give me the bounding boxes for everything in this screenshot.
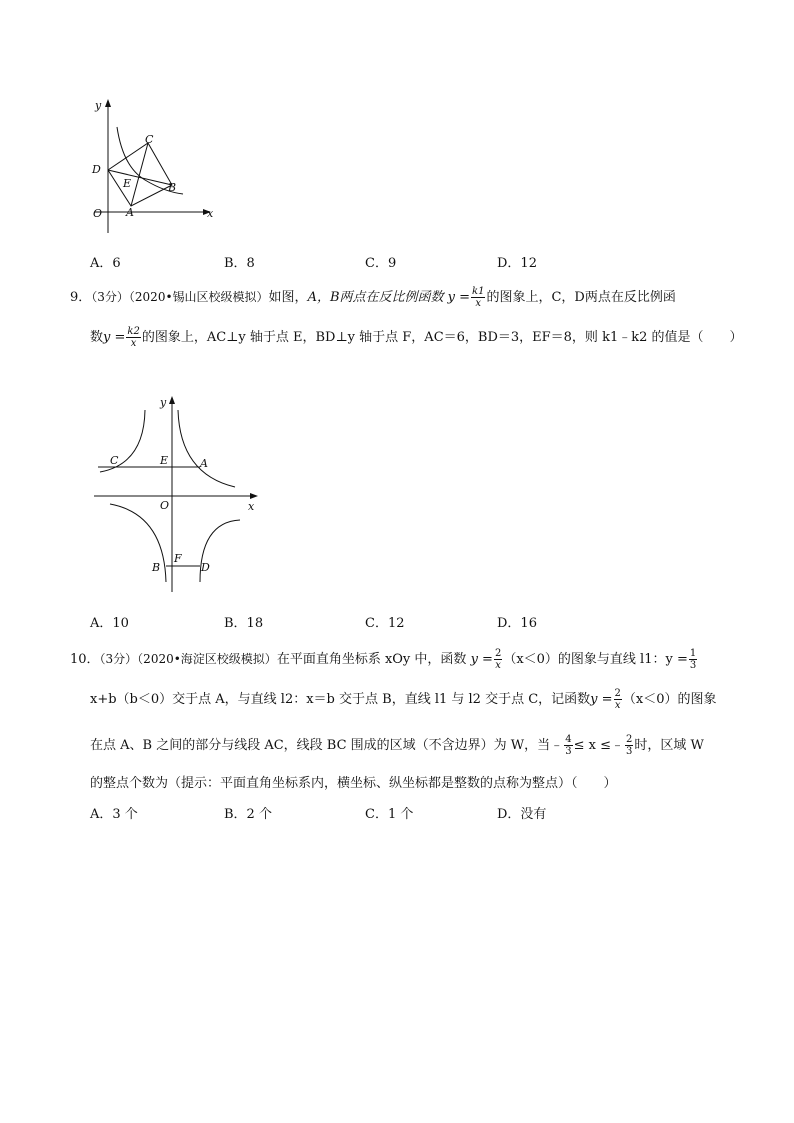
label-b: B [152, 561, 161, 574]
label-y: y [160, 396, 167, 409]
curve-k1-upper [178, 410, 235, 487]
label-e: E [123, 177, 132, 190]
fraction-4-over-3: $\frac{4}{3}$ [565, 734, 572, 757]
q10-option-d: D．没有 [497, 807, 547, 822]
figure-q8 [85, 95, 225, 240]
q8-option-d: D．12 [497, 256, 537, 271]
y-axis-arrow [105, 99, 111, 107]
label-x: x [248, 500, 255, 513]
label-f: F [174, 552, 182, 565]
fraction-2-over-x: $\frac{2}{x}$ [494, 648, 502, 671]
fraction-k1-over-x: $\frac{k1}{x}$ [472, 286, 485, 309]
label-b: B [168, 181, 177, 194]
q8-option-a: A．6 [90, 256, 121, 271]
q8-option-b: B．8 [224, 256, 255, 271]
label-x: x [207, 207, 214, 220]
q10-line1: 10．（3分）（2020•海淀区校级模拟）在平面直角坐标系 xOy 中，函数 y = $\frac{2}{x}$ （x＜0）的图象与直线 l1：y = $\frac{1}{3}$ [70, 648, 697, 671]
q10-option-a: A．3 个 [90, 807, 138, 822]
q10-line3: 在点 A、B 之间的部分与线段 AC，线段 BC 围成的区域（不含边界）为 W，当﹣ $\frac{4}{3}$ ≤ x ≤﹣ $\frac{2}{3}$ 时，区域 W [90, 734, 704, 757]
label-o: O [160, 499, 170, 512]
figure-q9 [90, 392, 265, 597]
q10-source: （3分）（2020•海淀区校级模拟） [99, 652, 277, 666]
label-d: D [92, 163, 101, 176]
label-c: C [110, 454, 119, 467]
q10-line2: x+b（b＜0）交于点 A，与直线 l2：x＝b 交于点 B，直线 l1 与 l2 交于点 C，记函数y = $\frac{2}{x}$ （x＜0）的图象 [90, 688, 717, 711]
q9-line1: 9．（3分）（2020•锡山区校级模拟）如图，A，B两点在反比例函数 y = $\frac{k1}{x}$ 的图象上，C，D两点在反比例函 [70, 286, 676, 309]
label-a: A [200, 457, 208, 470]
q9-number: 9． [70, 290, 92, 305]
fraction-2-over-x-b: $\frac{2}{x}$ [614, 688, 621, 711]
curve-k2-upper [100, 410, 145, 472]
y-axis-arrow [169, 396, 175, 404]
q9-option-b: B．18 [224, 616, 264, 631]
q10-option-b: B．2 个 [224, 807, 272, 822]
q10-number: 10． [70, 652, 100, 667]
label-o: O [93, 207, 103, 220]
q8-option-c: C．9 [365, 256, 397, 271]
label-e: E [160, 454, 169, 467]
q9-option-d: D．16 [497, 616, 537, 631]
x-axis-arrow [250, 493, 258, 499]
label-c: C [145, 133, 154, 146]
q9-option-c: C．12 [365, 616, 405, 631]
q9-option-a: A．10 [90, 616, 129, 631]
fraction-2-over-3: $\frac{2}{3}$ [625, 734, 633, 757]
label-y: y [95, 99, 102, 112]
q9-line2: 数y = $\frac{k2}{x}$ 的图象上，AC⊥y 轴于点 E，BD⊥y 轴于点 F，AC＝6，BD＝3，EF＝8，则 k1﹣k2 的值是（ ） [90, 326, 743, 349]
label-d: D [201, 561, 210, 574]
q10-option-c: C．1 个 [365, 807, 414, 822]
label-a: A [126, 206, 134, 219]
fraction-1-over-3: $\frac{1}{3}$ [689, 648, 697, 671]
fraction-k2-over-x: $\frac{k2}{x}$ [127, 326, 140, 349]
q10-line4: 的整点个数为（提示：平面直角坐标系内，横坐标、纵坐标都是整数的点称为整点）（ ） [90, 776, 617, 791]
q9-source: （3分）（2020•锡山区校级模拟） [91, 290, 269, 304]
